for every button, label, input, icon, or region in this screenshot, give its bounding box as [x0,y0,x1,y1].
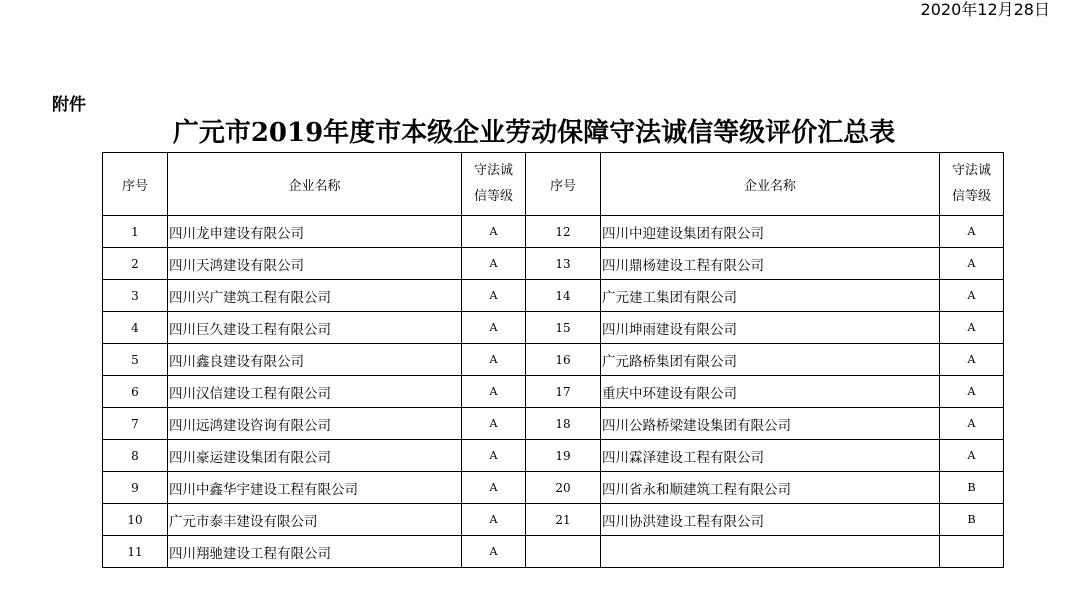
grade-right: A [940,344,1004,376]
page-title: 广元市2019年度市本级企业劳动保障守法诚信等级评价汇总表 [172,118,896,148]
company-name-left: 四川鑫良建设有限公司 [168,344,462,376]
row-number-left: 2 [103,248,168,280]
company-name-left: 四川天鸿建设有限公司 [168,248,462,280]
row-number-right [526,536,601,568]
grade-left: A [462,440,526,472]
company-name-right: 四川霖泽建设工程有限公司 [601,440,940,472]
row-number-right: 14 [526,280,601,312]
row-number-left: 5 [103,344,168,376]
grade-left: A [462,312,526,344]
company-name-right: 四川公路桥梁建设集团有限公司 [601,408,940,440]
grade-left: A [462,248,526,280]
header-grade-line2: 信等级 [473,189,513,204]
header-grade-line2: 信等级 [951,189,991,204]
row-number-right: 19 [526,440,601,472]
document-date: 2020年12月28日 [920,0,1050,19]
header-grade-right [940,153,1004,216]
table-row [103,440,1004,472]
grade-left: A [462,472,526,504]
summary-table [102,152,1004,568]
company-name-left: 广元市泰丰建设有限公司 [168,504,462,536]
table-row [103,344,1004,376]
company-name-left: 四川豪运建设集团有限公司 [168,440,462,472]
grade-left: A [462,344,526,376]
company-name-right: 广元建工集团有限公司 [601,280,940,312]
header-no-left: 序号 [103,153,168,216]
grade-right: A [940,312,1004,344]
row-number-right: 12 [526,216,601,248]
row-number-left: 11 [103,536,168,568]
table-row [103,536,1004,568]
company-name-right [601,536,940,568]
grade-right: A [940,248,1004,280]
row-number-right: 16 [526,344,601,376]
header-no-right: 序号 [526,153,601,216]
header-name-left: 企业名称 [168,153,462,216]
company-name-right: 重庆中环建设有限公司 [601,376,940,408]
company-name-left: 四川兴广建筑工程有限公司 [168,280,462,312]
row-number-right: 20 [526,472,601,504]
company-name-left: 四川汉信建设工程有限公司 [168,376,462,408]
company-name-right: 四川中迎建设集团有限公司 [601,216,940,248]
table-row [103,280,1004,312]
company-name-left: 四川龙申建设有限公司 [168,216,462,248]
grade-left: A [462,280,526,312]
company-name-left: 四川中鑫华宇建设工程有限公司 [168,472,462,504]
grade-left: A [462,408,526,440]
grade-right: B [940,504,1004,536]
table-row [103,216,1004,248]
grade-left: A [462,504,526,536]
grade-left: A [462,376,526,408]
company-name-right: 四川协洪建设工程有限公司 [601,504,940,536]
company-name-right: 四川省永和顺建筑工程有限公司 [601,472,940,504]
attachment-label: 附件 [52,95,86,115]
header-grade-line1: 守法诚 [951,163,991,178]
row-number-right: 17 [526,376,601,408]
company-name-left: 四川远鸿建设咨询有限公司 [168,408,462,440]
grade-left: A [462,536,526,568]
table-row [103,504,1004,536]
company-name-right: 广元路桥集团有限公司 [601,344,940,376]
grade-right [940,536,1004,568]
grade-right: A [940,216,1004,248]
table-row [103,376,1004,408]
row-number-left: 3 [103,280,168,312]
row-number-left: 6 [103,376,168,408]
table-row [103,248,1004,280]
table-row [103,408,1004,440]
company-name-left: 四川巨久建设工程有限公司 [168,312,462,344]
company-name-right: 四川坤雨建设有限公司 [601,312,940,344]
row-number-left: 9 [103,472,168,504]
row-number-left: 10 [103,504,168,536]
row-number-right: 13 [526,248,601,280]
row-number-right: 15 [526,312,601,344]
row-number-left: 7 [103,408,168,440]
table-row [103,472,1004,504]
table-row [103,312,1004,344]
header-grade-line1: 守法诚 [473,163,513,178]
grade-right: A [940,440,1004,472]
grade-left: A [462,216,526,248]
grade-right: B [940,472,1004,504]
grade-right: A [940,408,1004,440]
company-name-left: 四川翔驰建设工程有限公司 [168,536,462,568]
row-number-left: 4 [103,312,168,344]
grade-right: A [940,376,1004,408]
company-name-right: 四川鼎杨建设工程有限公司 [601,248,940,280]
header-grade-left [462,153,526,216]
grade-right: A [940,280,1004,312]
header-name-right: 企业名称 [601,153,940,216]
row-number-left: 8 [103,440,168,472]
row-number-left: 1 [103,216,168,248]
table-header-row [103,153,1004,216]
row-number-right: 21 [526,504,601,536]
row-number-right: 18 [526,408,601,440]
